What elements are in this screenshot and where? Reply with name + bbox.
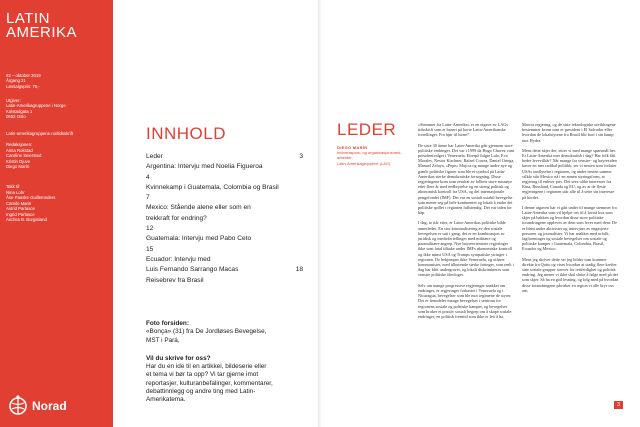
paragraph: De siste 30 årene har Latin-Amerika gått gjennom store politiske endringer. Det var i 1999 da Hugo Chavez vant presidentvalget i Venezuela. Etterpå fulgte Lula, Evo Morales, Nestor Kirchner, Rafael Correa, Daniel Ortega, Manuel Zelaya, «Pepe» Mujica og mange andre nye og gamle politiske figurer som ble et symbol på Latin-Amerikas sterke demokratiske forsøgning. Disse regjeringene kom som resultat av folkets store misnøye etter flere år med nedbrytelse og en streng politisk og økonomisk kontroll fra USA, og det internasjonale pengefondet (IMF). Det var en sosialt ustabil bevegelse som mente seg på hele kontinentet og lokalt å endre det politiske spillet i regionen fullstendig. Det var tiden for håp. [418,142,515,216]
editors-list: Redaksjonen: Anita Rokstad Caroline Seiersted Kristin Djuve Diego Marín [6,142,42,170]
table-of-contents [146,152,303,286]
toc-entry-title: Guatemala: Intervju med Pabo Ceto [146,235,252,243]
toc-entry[interactable] [146,173,303,183]
editorial-title: LEDER [337,120,397,139]
page-number: 3 [614,401,623,409]
website-link[interactable]: Latin-amerikagruppene.no/tidsskrift [6,131,74,136]
toc-entry[interactable] [146,152,303,162]
toc-entry-title: 4 [146,173,150,181]
write-for-us: Vil du skrive for oss? Har du en ide til en artikkel, bildeserie eller et tema vi bør ta opp? Vi tar gjerne imot reportasjer, kulturanbefalinger, kommentarer, debattinnlegg og andre ting med Latin- Amerikatema. [146,355,273,404]
toc-entry-title: Kvinnekamp i Guatemala, Colombia og Brasil [146,183,279,191]
magazine-logo: LATIN AMERIKA [6,10,78,41]
editorial-column-2 [522,122,619,298]
publisher-info: Utgiver: Latin-Amerikagruppene i Norge Kolstadgata 1 0652 Oslo [6,98,66,120]
contents-page [113,0,318,427]
toc-entry[interactable] [146,276,303,286]
toc-entry-title: Argentina: Intervju med Noelia Figueroa [146,163,263,171]
toc-entry[interactable] [146,193,303,203]
toc-entry[interactable] [146,183,303,193]
paragraph: «Stemmer fra Latin-Amerika» er en utgave av LAGs tidsskrift som er basert på korte Latin-Amerikanske fortellinger. Fra hjør til hirne? [418,122,509,138]
toc-entry-page: 3 [299,153,303,160]
cover-photo-credit: Foto forsiden: «Bonça» (31) fra De Jordløses Bevegelse, MST i Pará, [146,320,267,344]
toc-entry-title: Leder [146,153,163,160]
toc-entry-title: 7 [146,194,150,202]
toc-entry-page: 18 [295,266,303,274]
page-fold [318,0,322,427]
toc-entry[interactable] [146,255,303,265]
toc-entry[interactable] [146,224,303,234]
toc-entry[interactable] [146,162,303,172]
paragraph: I dag, to tiår etter, er Latin-Amerikas politiske bilde annerledes. En stor kriminalisering av den sosiale bevegelsen er satt i gang, det er en kombinasjon av juridisk og mediefortellinger med militære og paramilitære angrep. Nye høyreorienterte regjeringer ikke som fatal tilbake under IMFs økonomiske kontroll og ikke minst USA og Trumps sympatiske ytringer i regionen. De bekjemper ikke Venezuela, og utfører kommunister, med tilhørende sterke føringer, som reelt i dag har blitt undergravet, og lokalt diskrimineres som venstre politiske ideologer. [418,220,514,278]
issue-info: #2 – oktober 2019 Årgang 21 Løssalgspris: 75,- [6,73,41,89]
toc-entry-title: 15 [146,245,154,253]
thanks-list: Takk til: Nina Lohr Åse Paaske Guillemnders Camilo Marin Astrid Parlasce Ingrid Parlasce Andrea B. Burgstiand [6,184,56,222]
norad-emblem-icon [8,394,28,418]
paragraph: Mens dette skjer der, sitter vi med mange spørsmål her. Er Latin-Amerika mer demokratisk i dag? Har folk fått bedre levevilkår? Når mange fra venstre- og høyresiden kaver en mer radikal politikk, ser vi nesten som forlater USAs innflytelse i regionen, og under nesten samme vilkår står Mexico nå i en annen styringsform, at regjering til enhver pris. Det sees ulike interesser fra Kina, Russland, Canada og EU, og av at de fleste regjeringene i regionen står alle til å sette sin interesse på bordet. [522,147,617,200]
toc-entry[interactable] [146,234,303,244]
paragraph: I denne utgaven har vi gått under til mange stemmer fra Latin-Amerika som vil hjelpe oss til å forstå hva som skjer på bakken og hvordan disse store politiske forandringene oppleves av dem som lever med dem. De er blant andre aktivister og intervjuer av engasjerte personer og journalister. Vi har snakket med urfolk, fagforeninger og sosiale bevegelser om sosiale og politiske kamper i Guatemala, Colombia, Brasil, Ecuador og Mexico. [522,204,618,252]
toc-entry[interactable] [146,265,303,275]
paragraph: Selv om mange progressive regjeringer snakket om endringer, er regjeringer forkastet i Venezuela og i Nicaragua, bevegelser som ble mot regimene de styrer. Det er fremdeles mange bevegelser i sentrum for regionens sosiale og politiske kamper, og bevegelser som bruker et positiv sosialt begrep om å skape sosiale endringer, en politisk fremtid som ikke er lett å ha. [418,282,512,319]
toc-entry-title: Reisebrev fra Brasil [146,276,204,284]
toc-entry-title: Ecuador: Intervju med [146,255,211,263]
contents-title: INNHOLD [146,124,227,143]
paragraph: Mens jeg skriver dette ser jeg bilder som kommer direkte fra Quito og vises hvordan at stadig flere krefter sine sosiale grupper strever for rettferdighet og politisk endring. Jeg mener vi ikke skal slutte å følge med på det som skjer. Så ha en god lesning, og følg med på hvordan disse forandringene påvirker en region vi alle bryr oss om. [522,256,619,293]
toc-entry[interactable] [146,214,303,224]
editorial-column-1 [418,122,515,324]
toc-entry-title: trekkraft for endring? [146,214,207,222]
toc-entry-title: Mexico: Stående alene eller som en [146,204,251,212]
norad-logo: Norad [8,394,67,418]
toc-entry[interactable] [146,203,303,213]
paragraph: Marcia regjering, og de siste teknologiske utviklingene bestemmer hvem som er president i El Salvador eller hvordan de lokalstyrene fra Brasil blir bort i sin kamp mot Hydra. [522,122,616,143]
toc-entry-title: Luis Fernando Sarrango Macas [146,266,239,274]
toc-entry-title: 12 [146,225,154,233]
editorial-author: DIEGO MARÍN Informasjons- og organisasjonsmed- arbeider, Latin-Amerikagruppene (LAG) [337,145,402,166]
toc-entry[interactable] [146,245,303,255]
masthead-sidebar [0,0,113,427]
